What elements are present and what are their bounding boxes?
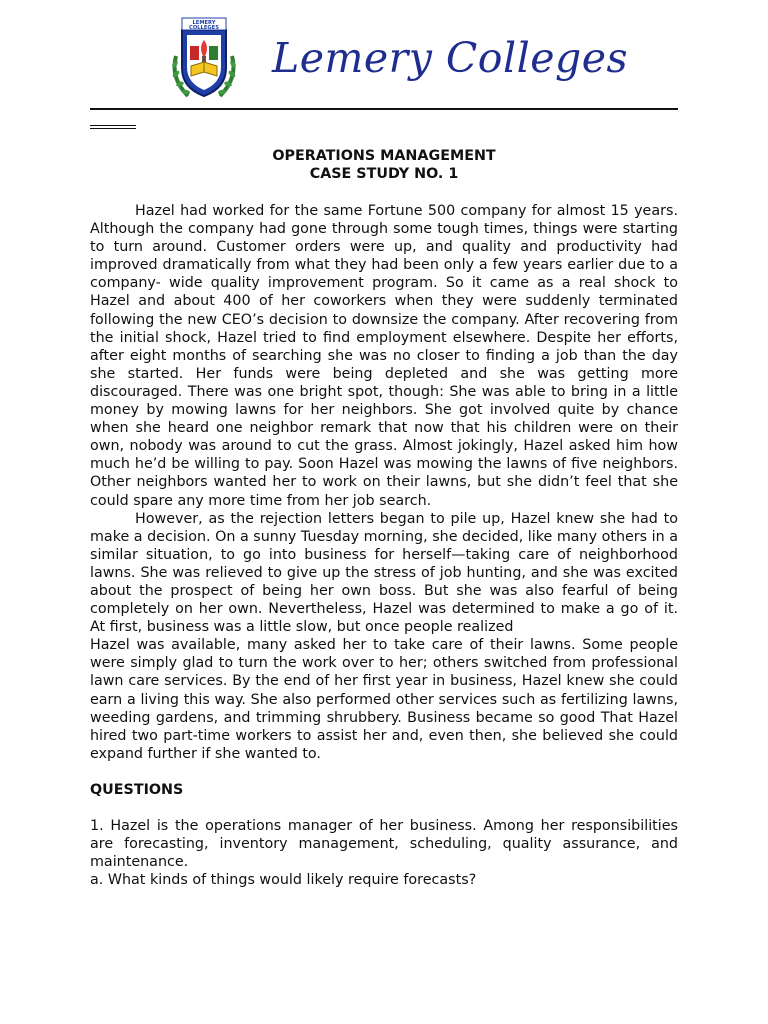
paragraph-2: However, as the rejection letters began to pile up, Hazel knew she had to make a decision. On a sunny Tuesday morning, she decided, like many others in a similar situation, to go into business for herself—taking care of neighborhood lawns. She was relieved to give up the stress of job hunting, and she was excited about the prospect of being her own boss. But she was also fearful of being completely on her own. Nevertheless, Hazel was determined to make a go of it. At first, business was a little slow, but once people realized: [90, 510, 679, 636]
college-seal-logo: [166, 16, 242, 102]
svg-text:COLLEGES: COLLEGES: [189, 25, 219, 32]
title-line-1: OPERATIONS MANAGEMENT: [272, 148, 496, 164]
document-title: [90, 147, 678, 183]
college-name: Lemery Colleges: [272, 34, 629, 82]
question-1: 1. Hazel is the operations manager of her business. Among her responsibilities are forecasting, inventory management, scheduling, quality assurance, and maintenance.: [90, 818, 678, 871]
header-divider: [90, 108, 678, 110]
title-line-2: CASE STUDY NO. 1: [309, 166, 459, 182]
question-1a: a. What kinds of things would likely require forecasts?: [90, 872, 477, 889]
paragraph-3: Hazel was available, many asked her to take care of their lawns. Some people were simply glad to turn the work over to her; others switched from professional lawn care services. By the end of her first year in business, Hazel knew she could earn a living this way. She also performed other services such as fertilizing lawns, weeding gardens, and trimming shrubbery. Business became so good That Hazel hired two part-time workers to assist her and, even then, she believed she could expand further if she wanted to.: [90, 637, 678, 762]
double-rule-mark: [90, 125, 136, 129]
case-study-body: [90, 202, 678, 889]
questions-heading: QUESTIONS: [90, 781, 184, 798]
svg-text:LEMERY: LEMERY: [192, 20, 216, 26]
paragraph-1: Hazel had worked for the same Fortune 500 company for almost 15 years. Although the company had gone through some tough times, things were starting to turn around. Customer orders were up, and quality and productivity had improved dramatically from what they had been only a few years earlier due to a company- wide quality improvement program. So it came as a real shock to Hazel and about 400 of her coworkers when they were suddenly terminated following the new CEO’s decision to downsize the company. After recovering from the initial shock, Hazel tried to find employment elsewhere. Despite her efforts, after eight months of searching she was no closer to finding a job than the day she started. Her funds were being depleted and she was getting more discouraged. There was one bright spot, though: She was able to bring in a little money by mowing lawns for her neighbors. She got involved quite by chance when she heard one neighbor remark that now that his children were on their own, nobody was around to cut the grass. Almost jokingly, Hazel asked him how much he’d be willing to pay. Soon Hazel was mowing the lawns of five neighbors. Other neighbors wanted her to work on their lawns, but she didn’t feel that she could spare any more time from her job search.: [90, 203, 678, 509]
header: [160, 14, 629, 104]
